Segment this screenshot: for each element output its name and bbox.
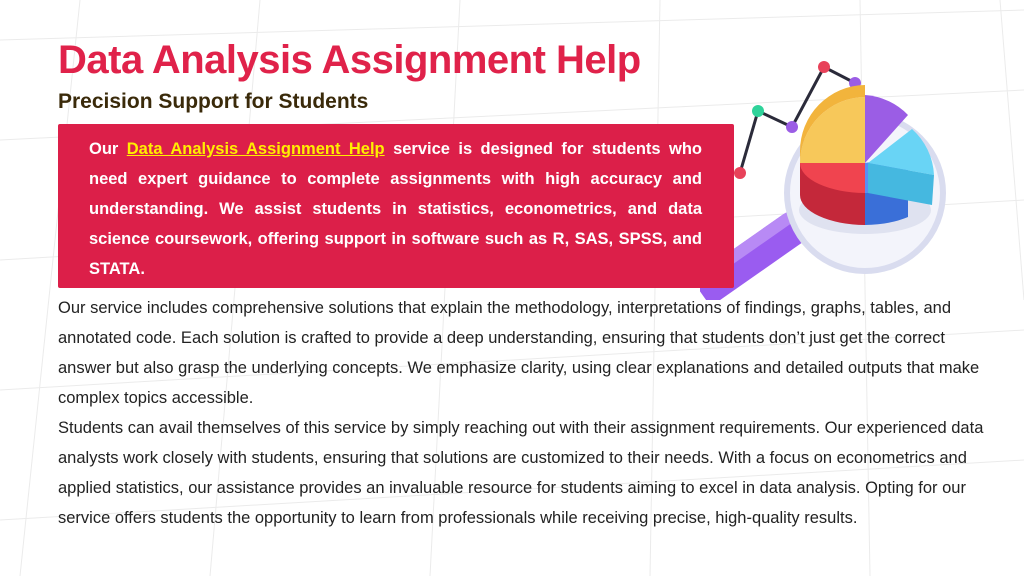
service-link[interactable]: Data Analysis Assignment Help	[126, 140, 385, 158]
page-subtitle: Precision Support for Students	[58, 90, 369, 113]
highlight-paragraph	[89, 134, 702, 284]
highlight-prefix: Our	[89, 140, 127, 158]
highlight-suffix: service is designed for students who need expert guidance to complete assignments with high accuracy and understanding. We assist students in statistics, econometrics, and data science coursework, offering support in software such as R, SAS, SPSS, and STATA.	[89, 140, 703, 278]
highlight-box	[58, 124, 734, 288]
body-paragraph-1: Our service includes comprehensive solutions that explain the methodology, interpretations of findings, graphs, tables, and annotated code. Each solution is crafted to provide a deep understanding, ensuring that students don’t just get the correct answer but also grasp the underlying concepts. We emphasize clarity, using clear explanations and detailed outputs that make complex topics accessible.	[58, 299, 980, 407]
magnifier-pie-chart-icon	[700, 55, 960, 300]
page-title: Data Analysis Assignment Help	[58, 38, 641, 82]
body-paragraph-2: Students can avail themselves of this service by simply reaching out with their assignment requirements. Our experienced data analysts work closely with students, ensuring that solutions are customized to their needs. With a focus on econometrics and applied statistics, our assistance provides an invaluable resource for students aiming to excel in data analysis. Opting for our service offers students the opportunity to learn from professionals while receiving precise, high-quality results.	[58, 419, 984, 527]
body-text	[58, 293, 988, 533]
